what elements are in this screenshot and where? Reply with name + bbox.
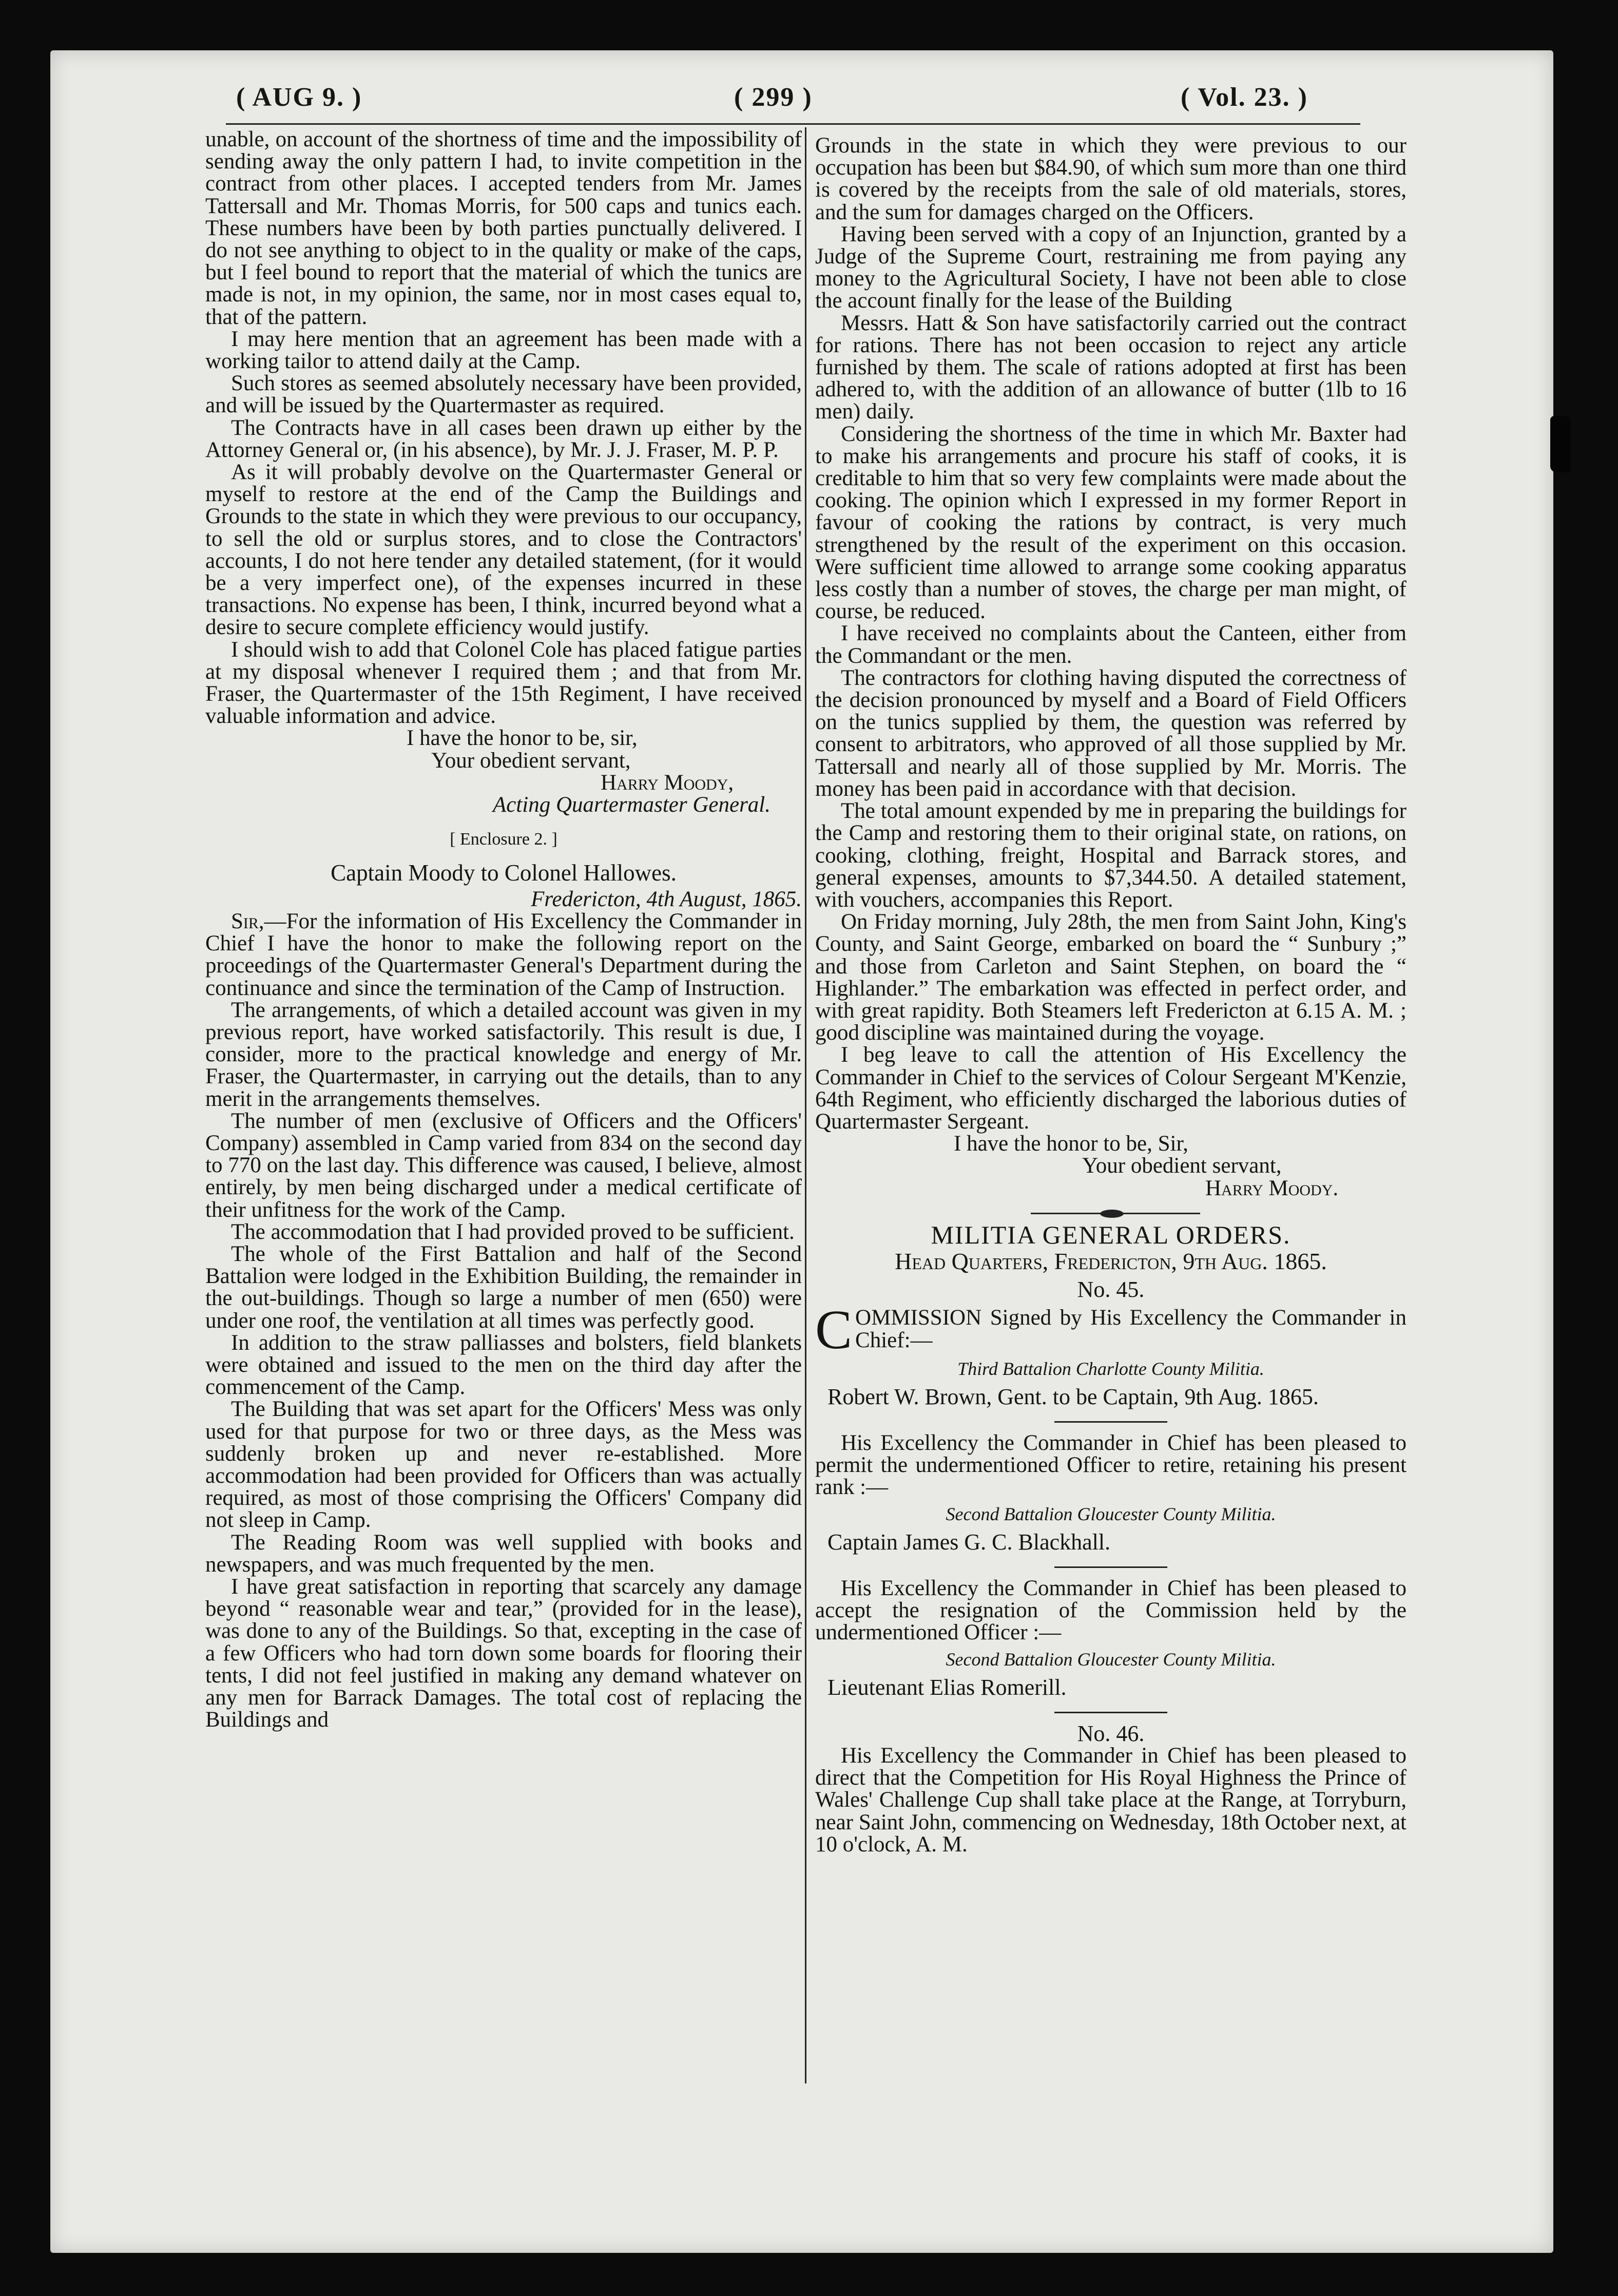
paragraph: The whole of the First Battalion and half of the Second Battalion were lodged in the Exhibition Building, the remainder in the out-buildings. Though so large a number of men (650) were under one roof, the ventilation at all times was perfectly good. [205,1241,802,1333]
column-divider [805,127,806,2083]
paragraph: The number of men (exclusive of Officers and the Officers' Company) assembled in Camp varied from 834 on the second day to 770 on the last day. This difference was caused, I believe, almost entirely, by men being discharged under a medical certificate of their unfitness for the work of the Camp. [205,1108,802,1222]
left-column [205,128,802,1731]
section-ornament [815,1210,1407,1218]
order-number: No. 46. [1077,1720,1145,1746]
paragraph: The contractors for clothing having disputed the correctness of the decision pronounced by myself and a Board of Field Officers on the tunics supplied by them, the question was referred by consent to arbitrators, who approved of all those supplied by Mr. Tattersall and nearly all of those supplied by Mr. Morris. The money has been paid in accordance with that decision. [815,665,1407,801]
officer-name: Captain James G. C. Blackhall. [827,1529,1111,1555]
paragraph: I have received no complaints about the Canteen, either from the Commandant or the men. [815,621,1407,668]
ornament-dot [1100,1210,1124,1218]
closing-line: Your obedient servant, [1082,1154,1282,1178]
paragraph: I may here mention that an agreement has been made with a working tailor to attend daily at the Camp. [205,327,802,374]
unit-name: Second Battalion Gloucester County Militia. [946,1649,1276,1670]
paragraph: His Excellency the Commander in Chief has been pleased to permit the undermentioned Officer to retire, retaining his present rank :— [815,1430,1407,1500]
commission-paragraph [815,1299,1407,1361]
signature-name: Harry Moody, [601,770,734,795]
appointment-line: Robert W. Brown, Gent. to be Captain, 9th Aug. 1865. [827,1384,1319,1409]
paragraph: The accommodation that I had provided proved to be sufficient. [231,1219,795,1244]
paragraph: Considering the shortness of the time in which Mr. Baxter had to make his arrangements and procure his staff of cooks, it is creditable to him that so very few complaints were made about the cooking. The opinion which I expressed in my former Report in favour of cooking the rations by contract, is very much strengthened by the result of the experiment on this occasion. Were sufficient time allowed to arrange some cooking apparatus less costly than a number of stoves, the charge per man might, of course, be reduced. [815,422,1407,624]
signature-title: Acting Quartermaster General. [493,793,771,817]
paragraph: The Reading Room was well supplied with books and newspapers, and was much frequented by the men. [205,1530,802,1577]
orders-heading: MILITIA GENERAL ORDERS. [931,1220,1291,1249]
officer-name: Lieutenant Elias Romerill. [827,1674,1067,1700]
right-column [815,135,1407,1855]
commission-text: OMMISSION Signed by His Excellency the Commander in Chief:— [855,1306,1407,1352]
separator-rule [1054,1712,1167,1713]
separator-rule [1054,1421,1167,1423]
paragraph: I have great satisfaction in reporting that scarcely any damage beyond “ reasonable wear and tear,” (provided for in the lease), was done to any of the Buildings. So that, excepting in the case of a few Officers who had torn down some boards for flooring their tents, I did not feel justified in making any demand whatever on any men for Barrack Damages. The total cost of replacing the Buildings and [205,1575,802,1732]
paragraph: The total amount expended by me in preparing the buildings for the Camp and restoring them to their original state, on rations, on cooking, clothing, freight, Hospital and Barrack stores, and general expenses, amounts to $7,344.50. A detailed statement, with vouchers, accompanies this Report. [815,799,1407,912]
ink-blot-mark [1550,416,1571,472]
paragraph: In addition to the straw palliasses and bolsters, field blankets were obtained and issued to the men on the third day after the commencement of the Camp. [205,1330,802,1400]
closing-line: I have the honor to be, sir, [407,726,638,751]
salutation: Sir, [231,909,264,933]
paragraph: His Excellency the Commander in Chief has been pleased to accept the resignation of the Commission held by the undermentioned Officer :— [815,1576,1407,1645]
paragraph: —For the information of His Excellency the Commander in Chief I have the honor to make the following report on the proceedings of the Quartermaster General's Department during the continuance and since the termination of the Camp of Instruction. [205,909,802,1000]
paragraph: Messrs. Hatt & Son have satisfactorily carried out the contract for rations. There has not been occasion to reject any article furnished by them. The scale of rations adopted at first has been adhered to, with the addition of an allowance of butter (1lb to 16 men) daily. [815,311,1407,424]
signature-name: Harry Moody. [1205,1176,1339,1200]
paragraph: The Contracts have in all cases been drawn up either by the Attorney General or, (in his absence), by Mr. J. J. Fraser, M. P. P. [205,415,802,462]
drop-cap: C [815,1299,853,1361]
paragraph: On Friday morning, July 28th, the men from Saint John, King's County, and Saint George, embarked on board the “ Sunbury ;” and those from Carleton and Saint Stephen, on board the “ Highlander.” The embarkation was effected in perfect order, and with great rapidity. Both Steamers left Fredericton at 6.15 A. M. ; good discipline was maintained during the voyage. [815,910,1407,1045]
paragraph: I should wish to add that Colonel Cole has placed fatigue parties at my disposal whenever I required them ; and that from Mr. Fraser, the Quartermaster of the 15th Regiment, I have received valuable information and advice. [205,637,802,729]
paragraph: unable, on account of the shortness of time and the impossibility of sending away the only pattern I had, to invite competition in the contract from other places. I accepted tenders from Mr. James Tattersall and Mr. Thomas Morris, for 500 caps and tunics each. These numbers have been by both parties punctually delivered. I do not see anything to object to in the quality or make of the caps, but I feel bound to report that the material of which the tunics are made is not, in my opinion, the same, nor in most cases equal to, that of the pattern. [205,127,802,329]
closing-line: I have the honor to be, Sir, [954,1132,1188,1156]
paragraph: His Excellency the Commander in Chief has been pleased to direct that the Competition for His Royal Highness the Prince of Wales' Challenge Cup shall take place at the Range, at Torryburn, near Saint John, commencing on Wednesday, 18th October next, at 10 o'clock, A. M. [815,1744,1407,1857]
paragraph: I beg leave to call the attention of His Excellency the Commander in Chief to the services of Colour Sergeant M'Kenzie, 64th Regiment, who efficiently discharged the laborious duties of Quartermaster Sergeant. [815,1043,1407,1134]
orders-dateline: Head Quarters, Fredericton, 9th Aug. 1865. [895,1248,1327,1274]
paragraph: As it will probably devolve on the Quartermaster General or myself to restore at the end of the Camp the Buildings and Grounds to the state in which they were previous to our occupancy, to sell the old or surplus stores, and to close the Contractors' accounts, I do not here tender any detailed statement, (for it would be a very imperfect one), of the expenses incurred in these transactions. No expense has been, I think, incurred beyond what a desire to secure complete efficiency would justify. [205,460,802,640]
closing-line: Your obedient servant, [431,748,631,773]
header-date: ( AUG 9. ) [236,83,362,112]
enclosure-label: [ Enclosure 2. ] [450,830,557,849]
unit-name: Third Battalion Charlotte County Militia. [957,1359,1264,1380]
letter-dateline: Fredericton, 4th August, 1865. [531,887,802,911]
header-page-number: ( 299 ) [734,83,813,112]
paragraph: Such stores as seemed absolutely necessary have been provided, and will be issued by the Quartermaster as required. [205,371,802,418]
header-volume: ( Vol. 23. ) [1181,83,1308,112]
header-rule [226,123,1360,125]
paragraph: Having been served with a copy of an Injunction, granted by a Judge of the Supreme Court, restraining me from paying any money to the Agricultural Society, I have not been able to close the account finally for the lease of the Building [815,222,1407,313]
letter-title: Captain Moody to Colonel Hallowes. [331,859,677,886]
unit-name: Second Battalion Gloucester County Militia. [946,1504,1276,1525]
paragraph: Grounds in the state in which they were previous to our occupation has been but $84.90, of which sum more than one third is covered by the receipts from the sale of old materials, stores, and the sum for damages charged on the Officers. [815,133,1407,224]
paragraph: The Building that was set apart for the Officers' Mess was only used for that purpose for two or three days, as the Mess was suddenly broken up and never re-established. More accommodation had been provided for Officers than was actually required, as most of those comprising the Officers' Company did not sleep in Camp. [205,1397,802,1533]
paragraph: The arrangements, of which a detailed account was given in my previous report, have worked satisfactorily. This result is due, I consider, more to the practical knowledge and energy of Mr. Fraser, the Quartermaster, in carrying out the details, than to any merit in the arrangements themselves. [205,998,802,1111]
separator-rule [1054,1566,1167,1568]
order-number: No. 45. [1077,1277,1145,1303]
page-header [0,0,1618,133]
